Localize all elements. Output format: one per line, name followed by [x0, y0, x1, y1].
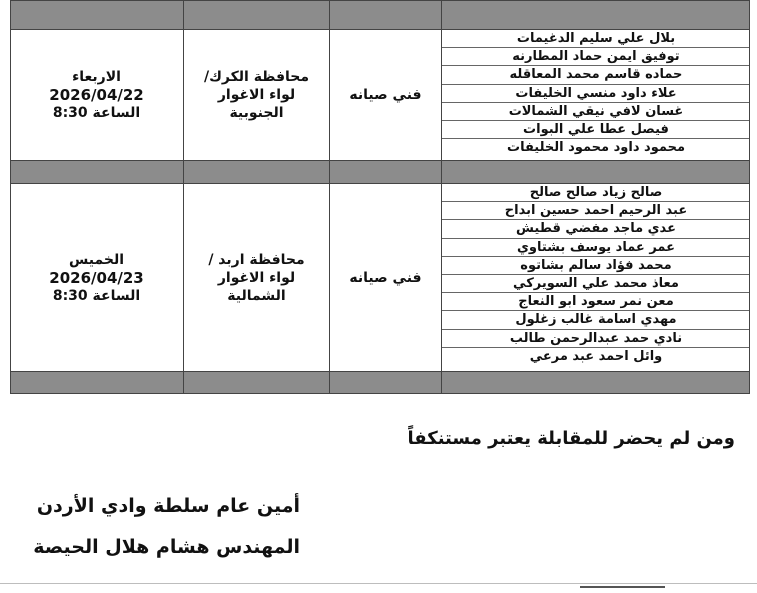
job-title-cell	[330, 184, 441, 371]
job-title-cell	[330, 30, 441, 160]
candidate-name: علاء داود منسي الخليفات	[442, 85, 750, 103]
table-separator	[10, 160, 750, 184]
candidate-name: توفيق ايمن حماد المطارنه	[442, 48, 750, 66]
job-title: فني صيانه	[349, 269, 422, 286]
candidate-name: محمد فؤاد سالم بشاتوه	[442, 257, 750, 275]
interview-day: الاربعاء	[72, 69, 121, 85]
candidate-name: نادي حمد عبدالرحمن طالب	[442, 330, 750, 348]
page-edge-mark	[580, 586, 665, 593]
schedule-row-1	[10, 30, 750, 160]
table-column-divider	[329, 0, 330, 394]
interview-date-cell	[10, 184, 183, 371]
interview-location: محافظة الكرك/ لواء الاغوار الجنوبية	[203, 69, 310, 121]
candidate-name: حماده قاسم محمد المعاقله	[442, 66, 750, 84]
candidate-name: معاذ محمد علي السويركي	[442, 275, 750, 293]
interview-date: 2026/04/23	[49, 268, 144, 287]
candidate-name: عبد الرحيم احمد حسين ابداح	[442, 202, 750, 220]
interview-date: 2026/04/22	[49, 86, 144, 104]
schedule-row-2	[10, 184, 750, 371]
signature-name: المهندس هشام هلال الحيصة	[33, 536, 300, 558]
interview-schedule-table	[10, 0, 750, 394]
table-border-left	[10, 0, 11, 394]
interview-date-cell	[10, 30, 183, 160]
table-separator	[10, 0, 750, 30]
interview-location: محافظة اربد / لواء الاغوار الشمالية	[208, 251, 305, 304]
page-divider	[0, 583, 757, 584]
signature-title: أمين عام سلطة وادي الأردن	[36, 495, 300, 517]
candidate-name: مهدي اسامة غالب زغلول	[442, 311, 750, 329]
interview-day: الخميس	[68, 251, 125, 268]
candidate-name: عدي ماجد مفضي قطيش	[442, 220, 750, 238]
candidate-name: غسان لافي نيقي الشمالات	[442, 103, 750, 121]
interview-time: الساعة 8:30	[52, 287, 141, 304]
interview-location-cell	[184, 184, 329, 371]
interview-location-cell	[184, 30, 329, 160]
candidate-list	[442, 184, 750, 371]
table-column-divider	[183, 0, 184, 394]
interview-time: الساعة 8:30	[52, 105, 141, 121]
job-title: فني صيانه	[349, 87, 422, 103]
candidate-name: معن نمر سعود ابو النعاج	[442, 293, 750, 311]
candidate-name: بلال علي سليم الدغيمات	[442, 30, 750, 48]
candidate-list	[442, 30, 750, 160]
table-border-right	[749, 0, 750, 394]
absence-notice: ومن لم يحضر للمقابلة يعتبر مستنكفاً	[407, 428, 735, 449]
candidate-name: فيصل عطا علي البوات	[442, 121, 750, 139]
candidate-name: عمر عماد يوسف بشتاوي	[442, 239, 750, 257]
table-separator	[10, 371, 750, 394]
candidate-name: صالح زياد صالح صالح	[442, 184, 750, 202]
candidate-name: محمود داود محمود الخليفات	[507, 140, 685, 156]
candidate-name: وائل احمد عبد مرعي	[529, 348, 663, 364]
table-column-divider	[441, 0, 442, 394]
